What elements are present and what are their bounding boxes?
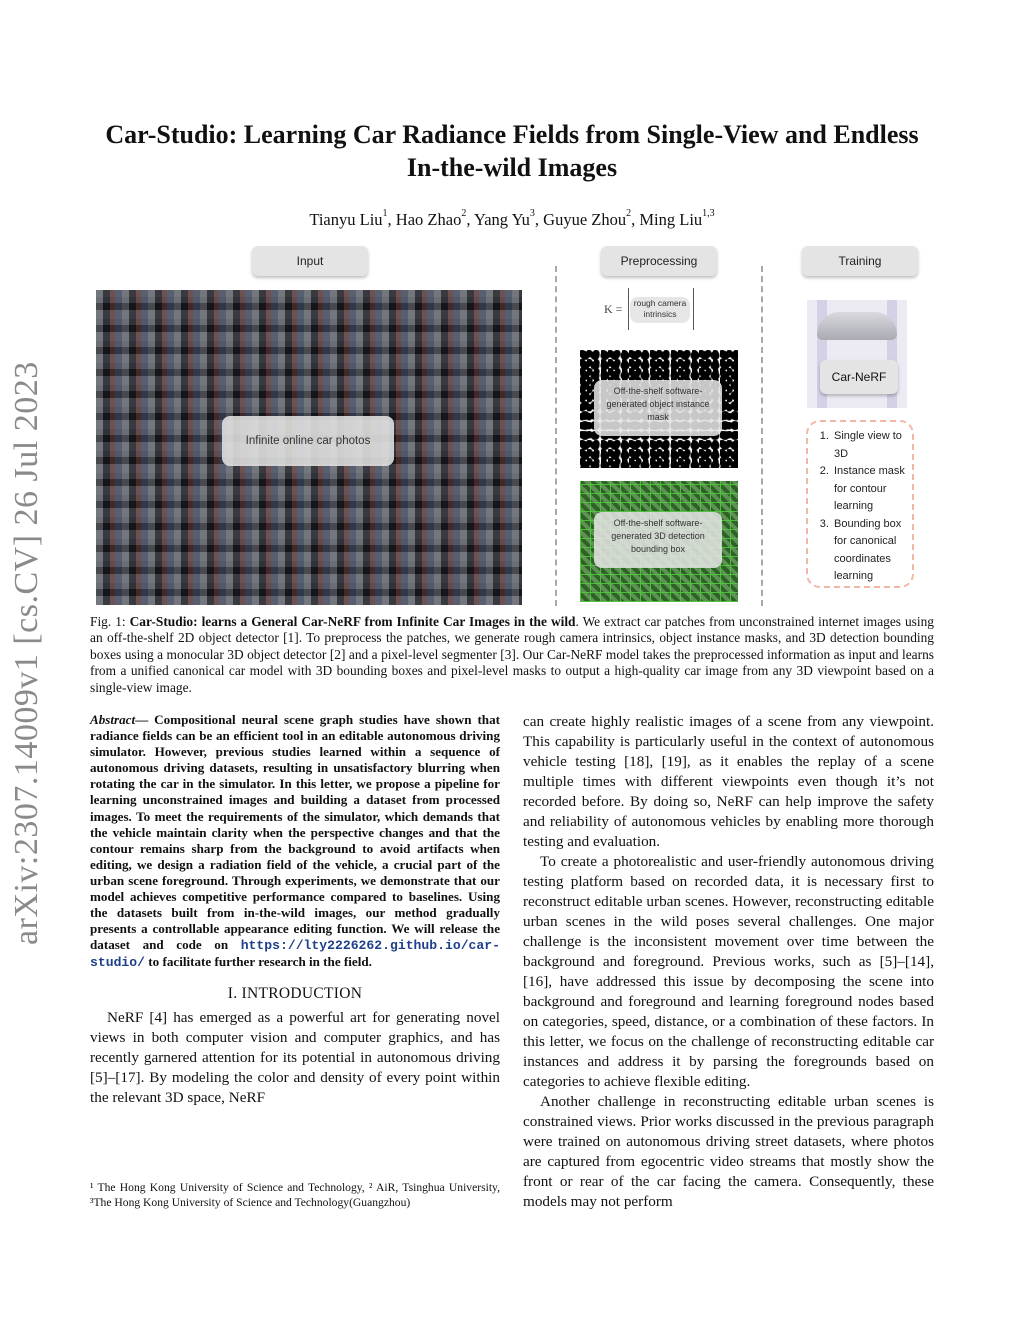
author: Tianyu Liu bbox=[309, 210, 383, 229]
training-item: 2. Instance mask for contour learning bbox=[832, 463, 908, 516]
abstract bbox=[90, 712, 500, 972]
body-paragraph: Another challenge in reconstructing editable urban scenes is constrained views. Prior works discussed in the previous paragraph were trained on autonomous driving street datasets, where photos are captured from egocentric video streams that mostly show the front or rear of the car facing the camera. Consequently, these models may not perform bbox=[523, 1093, 934, 1210]
car-nerf-label: Car-NeRF bbox=[820, 360, 898, 394]
abstract-lead: Abstract bbox=[90, 712, 136, 727]
paper-title: Car-Studio: Learning Car Radiance Fields from Single-View and Endless In-the-wild Images bbox=[105, 120, 919, 182]
abstract-tail: to facilitate further research in the field. bbox=[145, 954, 372, 970]
training-items bbox=[806, 420, 914, 588]
input-label: Input bbox=[252, 246, 368, 276]
intro-paragraph: NeRF [4] has emerged as a powerful art for generating novel views in both computer vision and computer graphics, and has recently garnered attention for its potential in autonomous driving [5]–[17]. By modeling the color and density of every point within the relevant 3D space, NeRF bbox=[90, 1008, 500, 1106]
author: Yang Yu bbox=[473, 210, 530, 229]
figure-caption bbox=[90, 614, 934, 696]
right-column bbox=[523, 712, 934, 1212]
intrinsics-matrix bbox=[604, 288, 696, 330]
body-paragraph: can create highly realistic images of a scene from any viewpoint. This capability is particularly useful in the context of autonomous vehicle testing [18], [19], as it enables the replay of a scene multiple times with different viewpoints even though it’s not recorded before. By doing so, NeRF can help improve the safety and reliability of autonomous vehicles by enabling more thorough testing and evaluation. bbox=[523, 713, 934, 850]
matrix-prefix: K = bbox=[604, 302, 623, 316]
affiliation-mark: 2 bbox=[626, 208, 632, 219]
caption-bold: Car-Studio: learns a General Car-NeRF from Infinite Car Images in the wild bbox=[129, 614, 576, 629]
project-link[interactable]: https://lty2226262.github.io/car-studio/ bbox=[90, 938, 500, 971]
affiliation-mark: 1,3 bbox=[702, 208, 715, 219]
abstract-dash: — bbox=[135, 712, 155, 727]
divider bbox=[555, 266, 557, 606]
detection-label: Off-the-shelf software-generated 3D detection bounding box bbox=[594, 512, 722, 568]
author: Guyue Zhou bbox=[543, 210, 627, 229]
mask-label: Off-the-shelf software-generated object instance mask bbox=[594, 380, 722, 436]
author: Hao Zhao bbox=[395, 210, 462, 229]
caption-text: . We extract car patches from unconstrained internet images using an off-the-shelf 2D object detector [1]. To preprocess the patches, we generate rough camera intrinsics, object instance masks, and 3D detection bounding boxes using a monocular 3D object detector [2] and a pixel-level segmenter [3]. Our Car-NeRF model takes the preprocessed information as input and learns from a unified canonical car model with 3D bounding boxes and pixel-level masks to output a high-quality car image from any 3D viewpoint based on a single-view image. bbox=[90, 614, 935, 695]
arxiv-stamp: arXiv:2307.14009v1 [cs.CV] 26 Jul 2023 bbox=[8, 361, 45, 945]
affiliation-mark: 3 bbox=[529, 208, 535, 219]
author: Ming Liu bbox=[639, 210, 703, 229]
affiliation-mark: 1 bbox=[382, 208, 388, 219]
preprocessing-label: Preprocessing bbox=[601, 246, 717, 276]
training-label: Training bbox=[802, 246, 918, 276]
footnote: ¹ The Hong Kong University of Science and Technology, ² AiR, Tsinghua University, ³The Hong Kong University of Science and Technology(Guangzhou) bbox=[90, 1181, 500, 1209]
training-item: 3. Bounding box for canonical coordinates learning bbox=[832, 516, 908, 586]
training-item: 1. Single view to 3D bbox=[832, 428, 908, 463]
affiliation-mark: 2 bbox=[461, 208, 467, 219]
car-icon bbox=[817, 312, 897, 340]
caption-prefix: Fig. 1: bbox=[90, 614, 130, 629]
author-list: Tianyu Liu$^1$, Hao Zhao$^2$, Yang Yu$^3$, Guyue Zhou$^2$, Ming Liu$^{1,3}$ bbox=[309, 208, 715, 229]
mosaic-label: Infinite online car photos bbox=[222, 416, 394, 466]
matrix-label: rough camera intrinsics bbox=[630, 297, 690, 323]
section-heading: I. INTRODUCTION bbox=[227, 984, 363, 1002]
divider bbox=[761, 266, 763, 606]
left-column bbox=[90, 712, 500, 1108]
body-paragraph: To create a photorealistic and user-friendly autonomous driving testing platform based on recorded data, it is necessary first to reconstruct editable urban scenes. However, reconstructing editable urban scenes in the wild poses several challenges. One major challenge is the inconsistent movement over time between the background and foreground. Previous works, such as [5]–[14], [16], have addressed this issue by decomposing the scene into background and foreground and learning foreground nodes based on categories, speed, distance, or a combination of these factors. In this letter, we focus on the challenge of reconstructing editable car instances and address it by parsing the foregrounds based on categories to achieve flexible editing. bbox=[523, 853, 934, 1090]
abstract-text: Compositional neural scene graph studies have shown that radiance fields can be an efficient tool in an editable autonomous driving simulator. However, previous studies learned within a sequence of autonomous driving datasets, resulting in unsatisfactory blurring when rotating the car in the simulator. In this letter, we propose a pipeline for learning unconstrained images and building a dataset from processed images. To meet the requirements of the simulator, which demands that the vehicle maintain clarity when the perspective changes and that the contour remains sharp from the background to avoid artifacts when editing, we design a radiation field of the vehicle, a crucial part of the urban scene foreground. Through experiments, we demonstrate that our model achieves competitive performance compared to baselines. Using the datasets built from in-the-wild images, our method gradually presents a controllable appearance editing function. We will release the dataset and code on bbox=[90, 712, 500, 953]
